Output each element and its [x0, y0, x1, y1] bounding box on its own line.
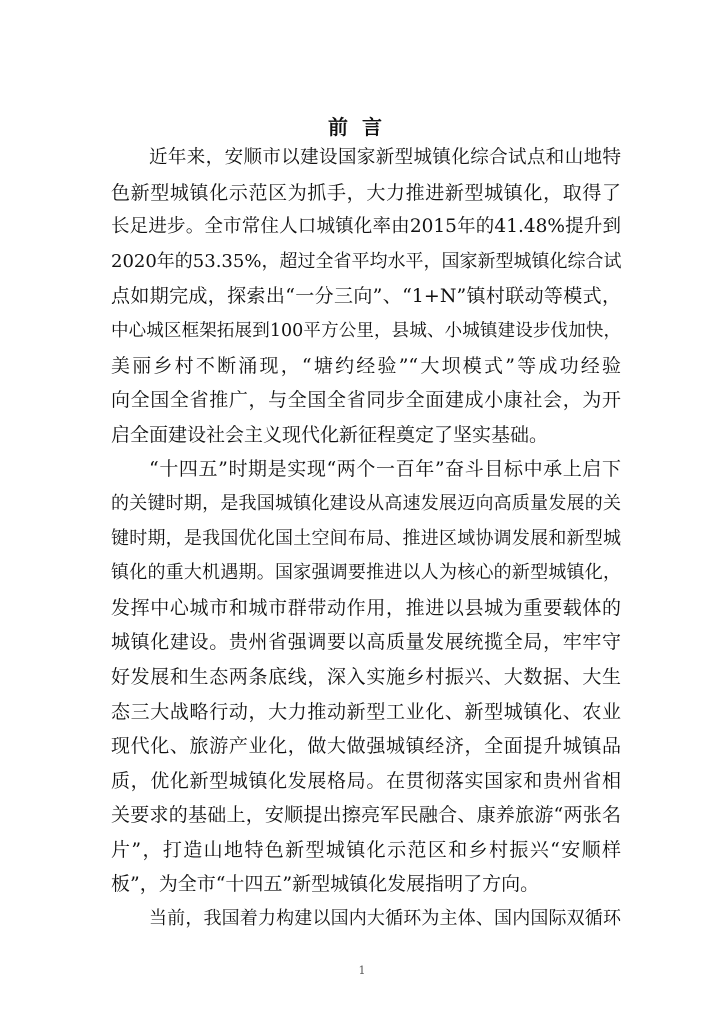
- text-line: 当前，我国着力构建以国内大循环为主体、国内国际双循环: [149, 908, 621, 930]
- text-line: 启全面建设社会主义现代化新征程奠定了坚实基础。: [111, 423, 549, 446]
- page-title: 前言: [328, 115, 396, 139]
- page-number: 1: [358, 964, 366, 977]
- text-line: 向全国全省推广，与全国全省同步全面建成小康社会，为开: [111, 389, 621, 412]
- text-line: 的关键时期，是我国城镇化建设从高速发展迈向高质量发展的关: [111, 492, 621, 514]
- text-line: 点如期完成，探索出“一分三向”、“1+N”镇村联动等模式，: [111, 285, 621, 308]
- text-line: “十四五”时期是实现“两个一百年”奋斗目标中承上启下: [149, 458, 621, 481]
- paragraph: [111, 902, 621, 937]
- text-line: 发挥中心城市和城市群带动作用，推进以县城为重要载体的: [111, 596, 621, 619]
- text-line: 关要求的基础上，安顺提出擦亮军民融合、康养旅游“两张名: [111, 804, 621, 827]
- text-line: 质，优化新型城镇化发展格局。在贯彻落实国家和贵州省相: [111, 769, 621, 792]
- paragraph: [111, 141, 621, 452]
- text-line: 板”，为全市“十四五”新型城镇化发展指明了方向。: [111, 873, 540, 896]
- text-line: 近年来，安顺市以建设国家新型城镇化综合试点和山地特: [149, 147, 621, 168]
- paragraph: [111, 452, 621, 902]
- text-line: 好发展和生态两条底线，深入实施乡村振兴、大数据、大生: [111, 665, 621, 688]
- text-line: 片”，打造山地特色新型城镇化示范区和乡村振兴“安顺样: [111, 838, 621, 861]
- text-line: 城镇化建设。贵州省强调要以高质量发展统揽全局，牢牢守: [111, 631, 621, 654]
- text-line: 长足进步。全市常住人口城镇化率由2015年的41.48%提升到: [111, 216, 621, 238]
- text-line: 美丽乡村不断涌现，“塘约经验”“大坝模式”等成功经验: [111, 354, 621, 377]
- text-line: 镇化的重大机遇期。国家强调要推进以人为核心的新型城镇化，: [111, 562, 621, 584]
- text-line: 键时期，是我国优化国土空间布局、推进区域协调发展和新型城: [111, 527, 621, 549]
- text-line: 中心城区框架拓展到100平方公里，县城、小城镇建设步伐加快，: [111, 320, 621, 341]
- text-line: 现代化、旅游产业化，做大做强城镇经济，全面提升城镇品: [111, 735, 621, 758]
- text-line: 色新型城镇化示范区为抓手，大力推进新型城镇化，取得了: [111, 181, 621, 204]
- text-line: 态三大战略行动，大力推动新型工业化、新型城镇化、农业: [111, 700, 621, 723]
- body-text: [111, 141, 621, 937]
- text-line: 2020年的53.35%，超过全省平均水平，国家新型城镇化综合试: [111, 250, 622, 272]
